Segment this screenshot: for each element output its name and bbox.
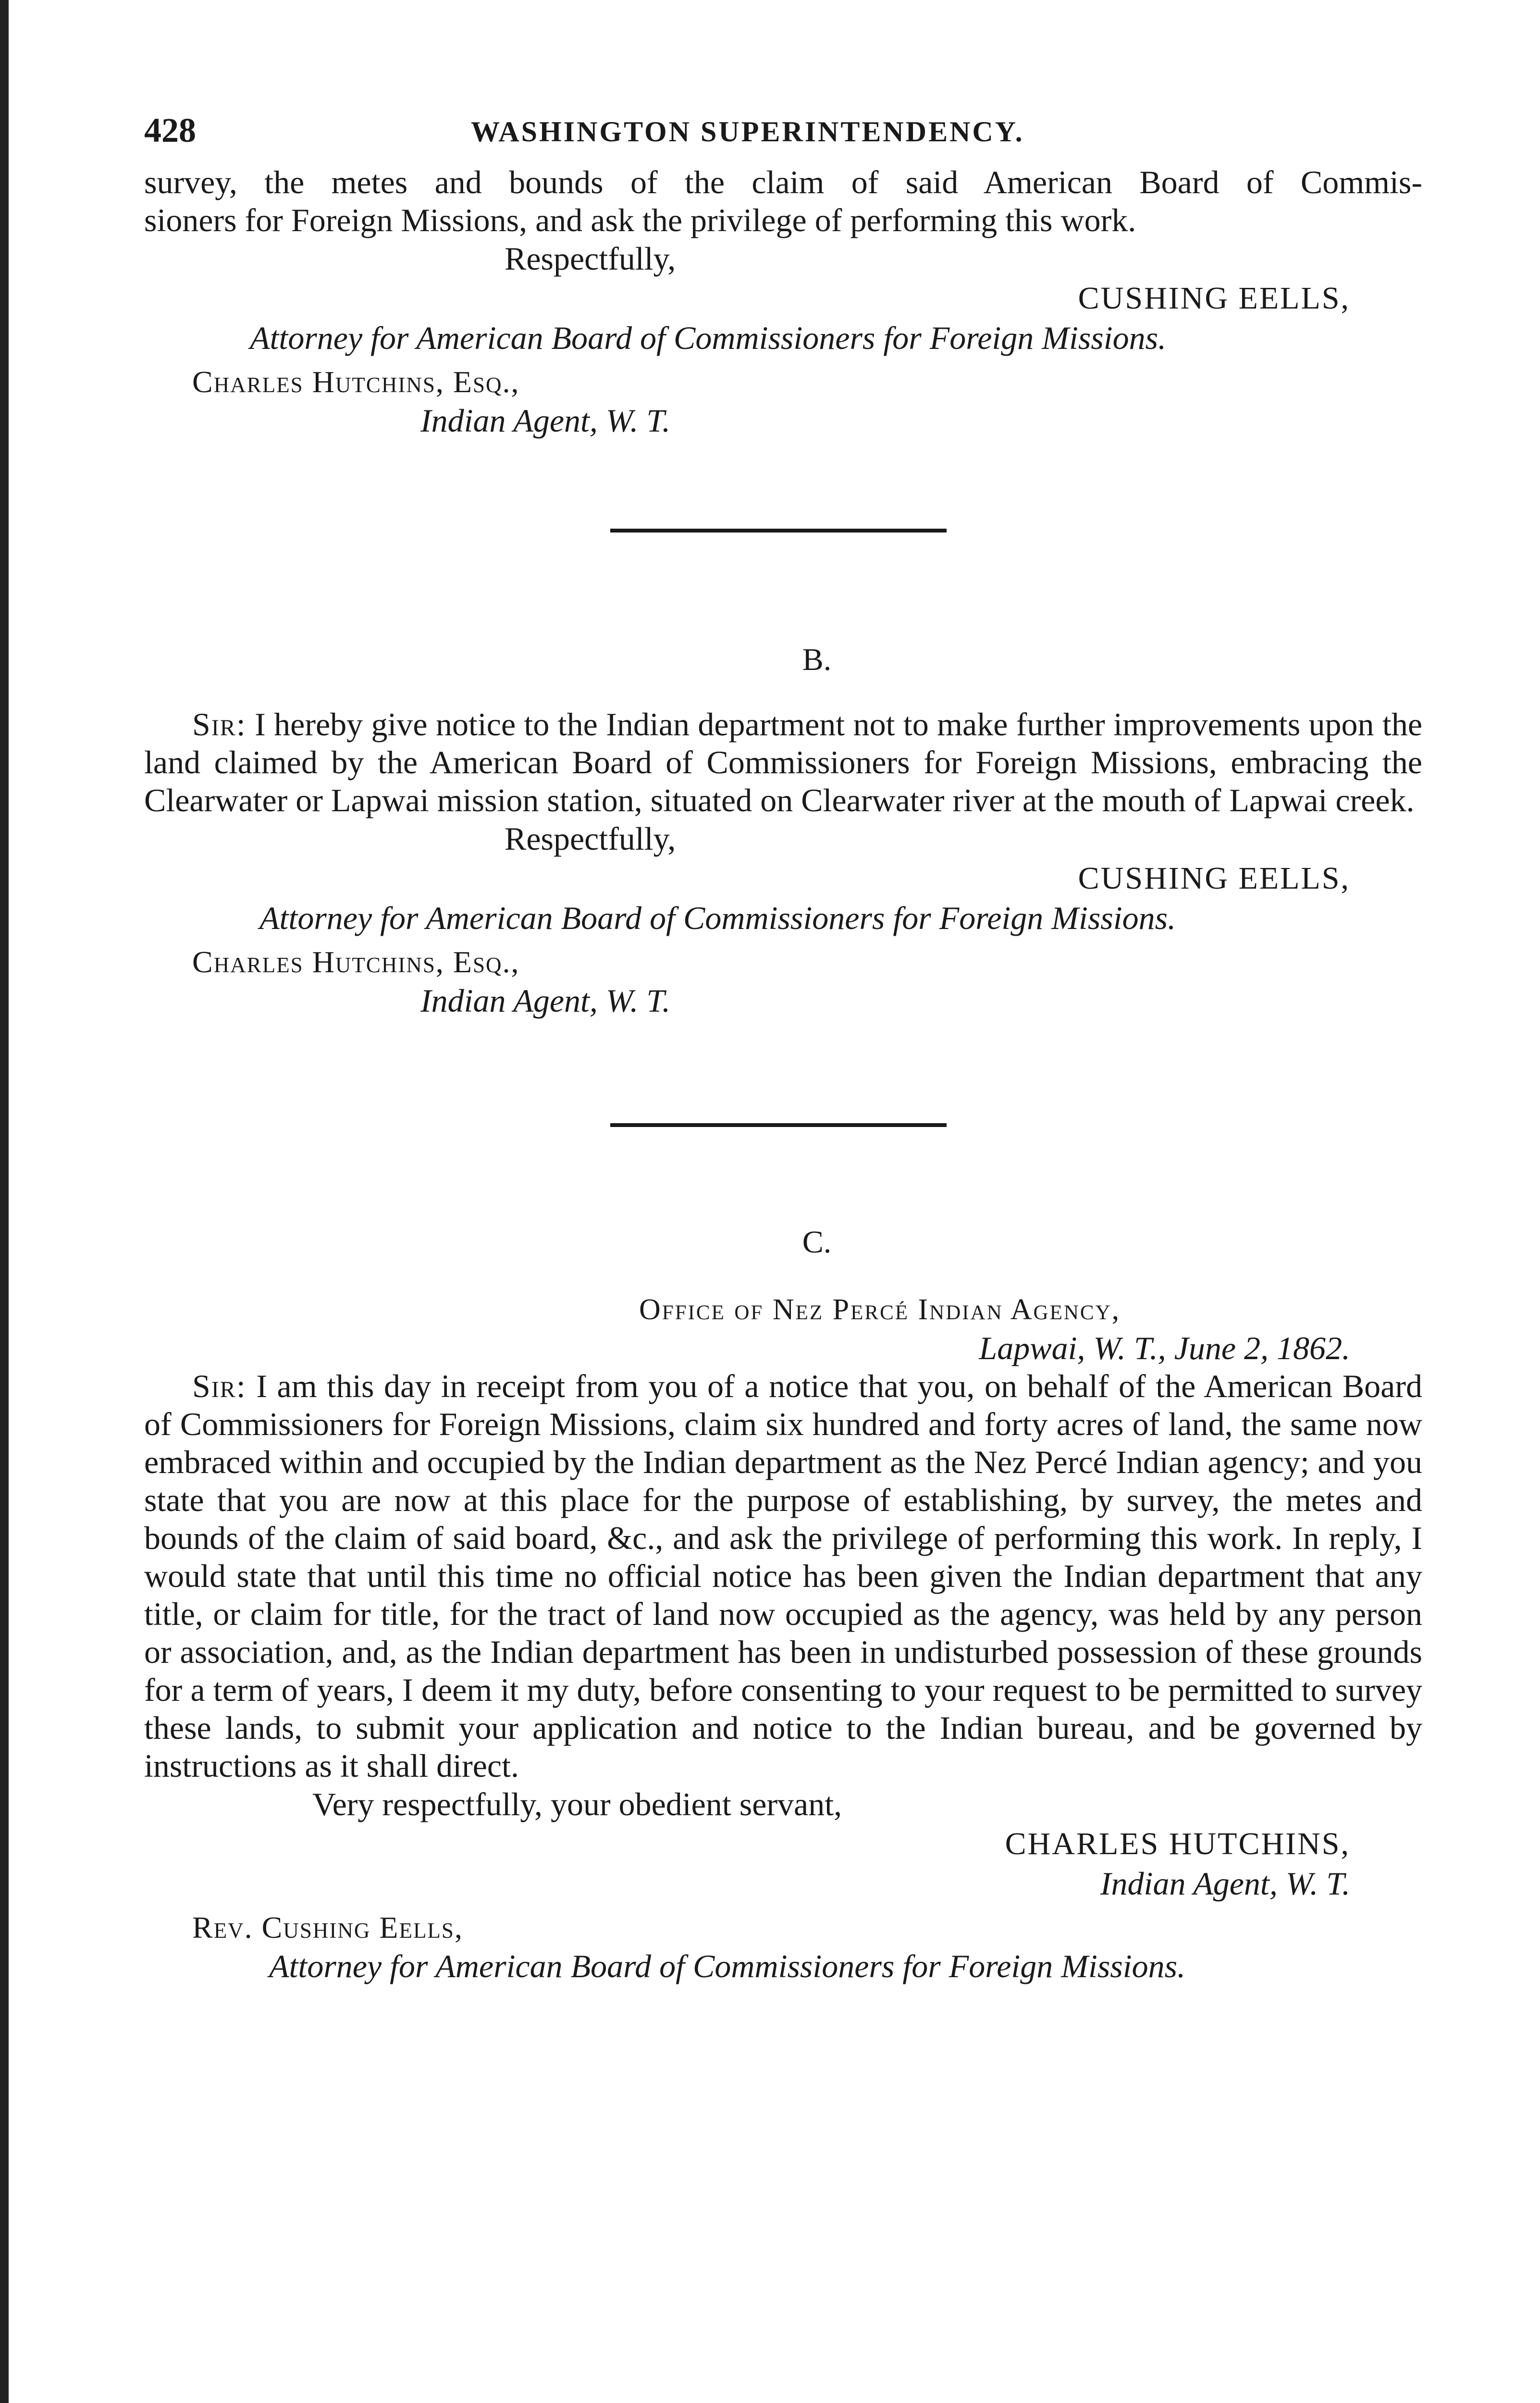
salutation: Sir:: [192, 706, 246, 743]
signature-title: Indian Agent, W. T.: [1100, 1865, 1350, 1902]
page-number: 428: [144, 111, 196, 149]
closing: Very respectfully, your obedient servant,: [312, 1786, 842, 1822]
letter-b: [144, 641, 1422, 1020]
salutation: Sir:: [192, 1368, 246, 1404]
body-text: I hereby give notice to the Indian department not to make further improvements upon the land claimed by the American Board of Commissioners for Foreign Missions, embracing the Clearwater or Lapwai mission station, situated on Clearwater river at the mouth of Lapwai creek.: [144, 706, 1423, 818]
addressee: Charles Hutchins, Esq.,: [192, 365, 520, 399]
place-date: Lapwai, W. T., June 2, 1862.: [979, 1330, 1350, 1366]
signature: CUSHING EELLS,: [1078, 861, 1350, 896]
addressee: Charles Hutchins, Esq.,: [192, 945, 520, 979]
section-letter: B.: [802, 642, 832, 677]
addressee: [144, 1908, 1422, 1947]
closing: Respectfully,: [505, 820, 676, 857]
scan-edge-left: [0, 0, 9, 2403]
signature-title: Attorney for American Board of Commissioners for Foreign Missions.: [259, 900, 1176, 936]
addressee-title: Indian Agent, W. T.: [420, 402, 671, 439]
signature: CHARLES HUTCHINS,: [1005, 1826, 1350, 1861]
office-heading: Office of Nez Percé Indian Agency,: [639, 1293, 1121, 1326]
letter-a-continuation: [144, 163, 1422, 440]
closing: Respectfully,: [505, 240, 676, 277]
letter-body: [144, 706, 1422, 819]
letter-c: [144, 1223, 1422, 1985]
document-page: [144, 111, 1422, 1985]
signature-title: Attorney for American Board of Commissioners for Foreign Missions.: [250, 320, 1167, 356]
section-letter: C.: [802, 1225, 832, 1260]
running-header: [144, 111, 1422, 163]
section-divider: [610, 529, 947, 533]
body-line: survey, the metes and bounds of the claim of said American Board of Commis-: [144, 164, 1422, 200]
running-title: WASHINGTON SUPERINTENDENCY.: [471, 116, 1024, 148]
section-divider: [610, 1123, 947, 1127]
signature: CUSHING EELLS,: [1078, 281, 1350, 316]
addressee-title: Attorney for American Board of Commissioners for Foreign Missions.: [269, 1948, 1186, 1984]
letter-body: [144, 1367, 1422, 1785]
body-line: sioners for Foreign Missions, and ask the privilege of performing this work.: [144, 202, 1136, 238]
body-text: I am this day in receipt from you of a notice that you, on behalf of the American Board of Commissioners for Foreign Missions, claim six hundred and forty acres of land, the same now embraced within and occupied by the Indian department as the Nez Percé Indian agency; and you state that you are now at this place for the purpose of establishing, by survey, the metes and bounds of the claim of said board, &c., and ask the privilege of performing this work. In reply, I would state that until this time no official notice has been given the Indian department that any title, or claim for title, for the tract of land now occupied as the agency, was held by any person or association, and, as the Indian department has been in undisturbed possession of these grounds for a term of years, I deem it my duty, before consenting to your request to be permitted to survey these lands, to submit your application and notice to the Indian bureau, and be governed by instructions as it shall direct.: [144, 1368, 1423, 1784]
addressee-name: Rev. Cushing Eells,: [192, 1910, 463, 1945]
addressee-title: Indian Agent, W. T.: [420, 982, 671, 1019]
